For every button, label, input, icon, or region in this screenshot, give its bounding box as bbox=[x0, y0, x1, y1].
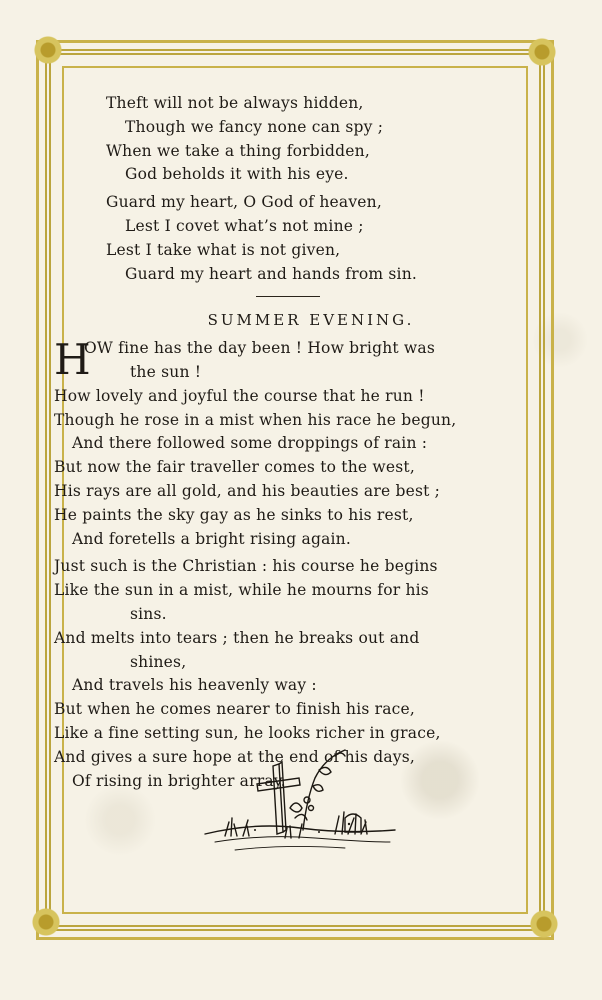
poem1-line: When we take a thing forbidden, bbox=[106, 141, 370, 160]
poem2-line: He paints the sky gay as he sinks to his rest, bbox=[54, 505, 414, 524]
corner-ornament-icon bbox=[26, 28, 70, 72]
poem1-line: Lest I take what is not given, bbox=[106, 240, 341, 259]
poem2-line: the sun ! bbox=[130, 362, 202, 381]
poem2-line: And there followed some droppings of rain : bbox=[72, 434, 428, 453]
poem2-line: But when he comes nearer to finish his race, bbox=[54, 700, 416, 719]
poem2-line: And travels his heavenly way : bbox=[72, 676, 317, 695]
corner-ornament-icon bbox=[520, 30, 564, 74]
poem1-line: Though we fancy none can spy ; bbox=[125, 117, 384, 136]
poem2-line: But now the fair traveller comes to the west, bbox=[54, 458, 415, 477]
poem2-line: And melts into tears ; then he breaks out and bbox=[54, 628, 420, 647]
drop-cap: H bbox=[54, 335, 91, 385]
poem2-line: His rays are all gold, and his beauties are best ; bbox=[54, 481, 441, 500]
cross-grave-vignette-icon bbox=[195, 738, 405, 880]
poem2-line: Of rising in brighter array. bbox=[72, 771, 286, 790]
poem1-line: Lest I covet what’s not mine ; bbox=[125, 216, 364, 235]
poem2-line: Though he rose in a mist when his race he begun, bbox=[54, 410, 457, 429]
poem2-line: Just such is the Christian : his course he begins bbox=[54, 557, 438, 576]
poem1-line: Guard my heart and hands from sin. bbox=[125, 264, 418, 283]
poem1-line: Guard my heart, O God of heaven, bbox=[106, 193, 382, 212]
poem-title: SUMMER EVENING. bbox=[207, 311, 415, 330]
section-divider bbox=[256, 296, 320, 297]
poem2-line: sins. bbox=[130, 604, 167, 623]
poem-text-block bbox=[54, 92, 506, 793]
poem2-line: OW fine has the day been ! How bright was bbox=[84, 339, 435, 358]
corner-ornament-icon bbox=[24, 900, 68, 944]
poem2-line: Like a fine setting sun, he looks richer in grace, bbox=[54, 723, 441, 742]
poem2-line: And gives a sure hope at the end of his days, bbox=[54, 747, 415, 766]
poem2-line: shines, bbox=[130, 652, 187, 671]
poem2-line: And foretells a bright rising again. bbox=[72, 529, 351, 548]
poem2-line: How lovely and joyful the course that he run ! bbox=[54, 386, 425, 405]
poem2-line: Like the sun in a mist, while he mourns for his bbox=[54, 581, 429, 600]
poem1-line: Theft will not be always hidden, bbox=[106, 94, 364, 112]
corner-ornament-icon bbox=[522, 902, 566, 946]
poem1-line: God beholds it with his eye. bbox=[125, 165, 349, 184]
